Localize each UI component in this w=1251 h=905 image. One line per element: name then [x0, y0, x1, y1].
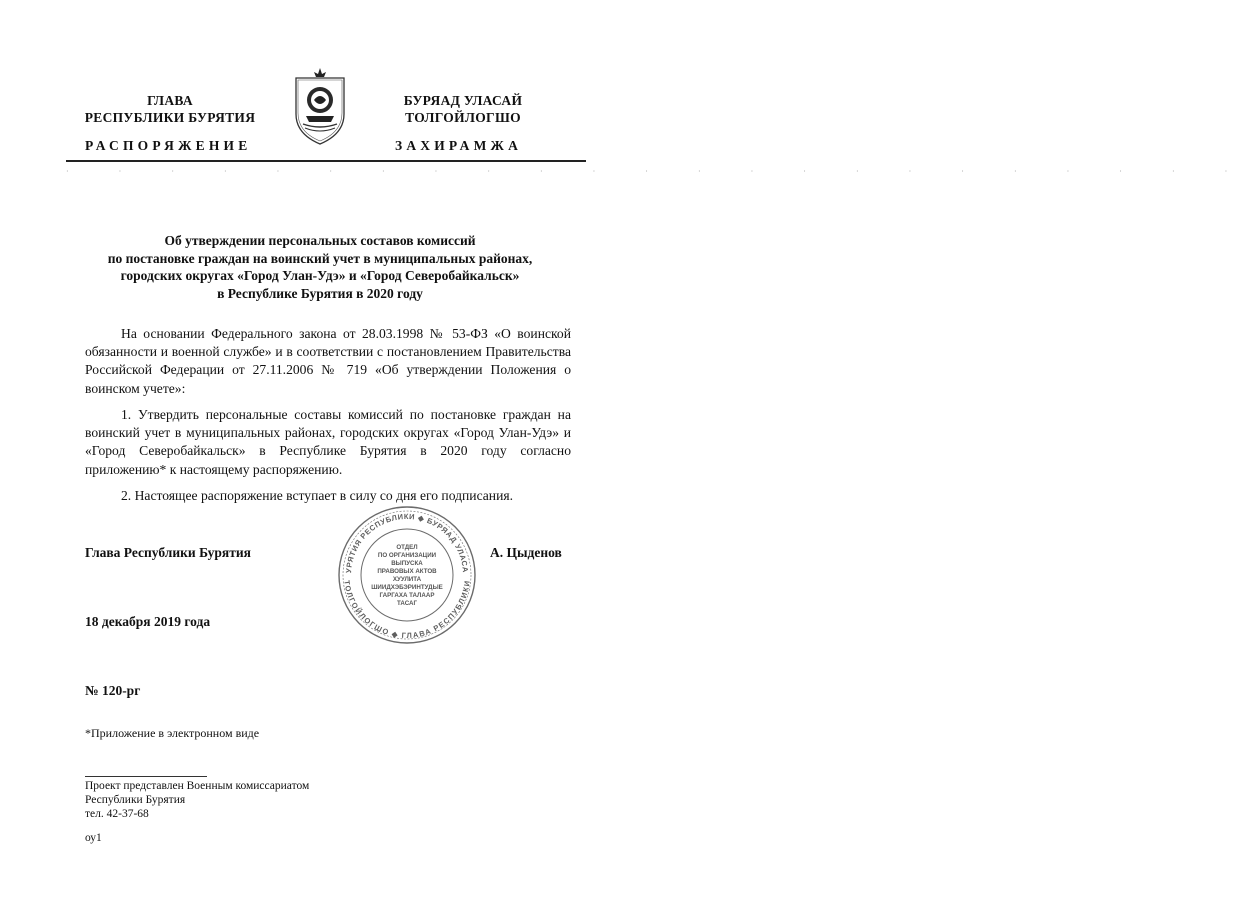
preamble-paragraph	[85, 325, 571, 398]
stamp-line-3: ВЫПУСКА	[391, 560, 423, 567]
item1-paragraph	[85, 406, 571, 479]
footer-line3: тел. 42-37-68	[85, 808, 149, 820]
footer-line1: Проект представлен Военным комиссариатом	[85, 780, 310, 792]
signature-name: А. Цыденов	[490, 545, 562, 560]
header-left	[70, 92, 270, 126]
footnote: *Приложение в электронном виде	[85, 726, 260, 740]
document-date: 18 декабря 2019 года	[85, 614, 211, 629]
header-dotted-line: · · · · · · · · · · · · · · · · · · · · · · ·	[66, 167, 1251, 176]
doc-type-right: ЗАХИРАМЖА	[395, 138, 523, 153]
header-right	[368, 92, 558, 126]
stamp-line-4: ПРАВОВЫХ АКТОВ	[377, 568, 437, 575]
stamp-line-8: ТАСАГ	[397, 600, 417, 607]
header-divider	[66, 160, 586, 162]
stamp-line-2: ПО ОРГАНИЗАЦИИ	[377, 552, 437, 559]
item2-text: 2. Настоящее распоряжение вступает в силу со дня его подписания.	[121, 488, 514, 503]
footer-code: оу1	[85, 832, 102, 844]
header-left-line1: ГЛАВА	[147, 93, 193, 108]
coat-of-arms-emblem	[290, 64, 350, 146]
stamp-line-5: ХУУЛИТА	[392, 576, 422, 583]
stamp-ring-bottom: ТОЛГОЙЛОГШО ◆ ГЛАВА РЕСПУБЛИКИ	[342, 579, 472, 641]
header-right-line2: ТОЛГОЙЛОГШО	[405, 110, 521, 125]
header-right-line1: БУРЯАД УЛАСАЙ	[403, 93, 523, 108]
footer-divider	[85, 776, 207, 777]
header-left-line2: РЕСПУБЛИКИ БУРЯТИЯ	[84, 110, 256, 125]
item2-paragraph	[85, 487, 571, 505]
item1-text: 1. Утвердить персональные составы комиссий по постановке граждан на воинский учет в муниципальных районах, городских округах «Город Улан-Удэ» и «Город Северобайкальск» в Республике Бурятия в 2020 году согласно приложению* к настоящему распоряжению.	[85, 407, 571, 477]
title-line3: городских округах «Город Улан-Удэ» и «Город Северобайкальск»	[120, 268, 520, 283]
stamp-line-6: ШИИДХЭБЭРИНТУДЫЕ	[371, 584, 443, 591]
stamp-line-7: ГАРГАХА ТАЛААР	[379, 592, 435, 599]
preamble-text: На основании Федерального закона от 28.03.1998 № 53-ФЗ «О воинской обязанности и военной службе» и в соответствии с постановлением Правительства Российской Федерации от 27.11.2006 № 719 «Об утверждении Положения о воинском учете»:	[85, 326, 571, 396]
footer-info	[85, 779, 445, 845]
title-line2: по постановке граждан на воинский учет в муниципальных районах,	[107, 250, 533, 266]
signature-position: Глава Республики Бурятия	[85, 545, 251, 560]
title-line1: Об утверждении персональных составов комиссий	[164, 233, 476, 248]
doc-type-left: РАСПОРЯЖЕНИЕ	[85, 138, 252, 153]
footer-line2: Республики Бурятия	[85, 794, 186, 806]
stamp-ring-top: УРЯТИЯ РЕСПУБЛИКИ ◆ БУРЯАД УЛАСА	[343, 511, 471, 574]
official-stamp	[337, 505, 477, 645]
document-title	[70, 232, 570, 302]
document-number: № 120-рг	[85, 683, 141, 698]
title-line4: в Республике Бурятия в 2020 году	[217, 285, 423, 301]
stamp-line-1: ОТДЕЛ	[396, 544, 418, 551]
